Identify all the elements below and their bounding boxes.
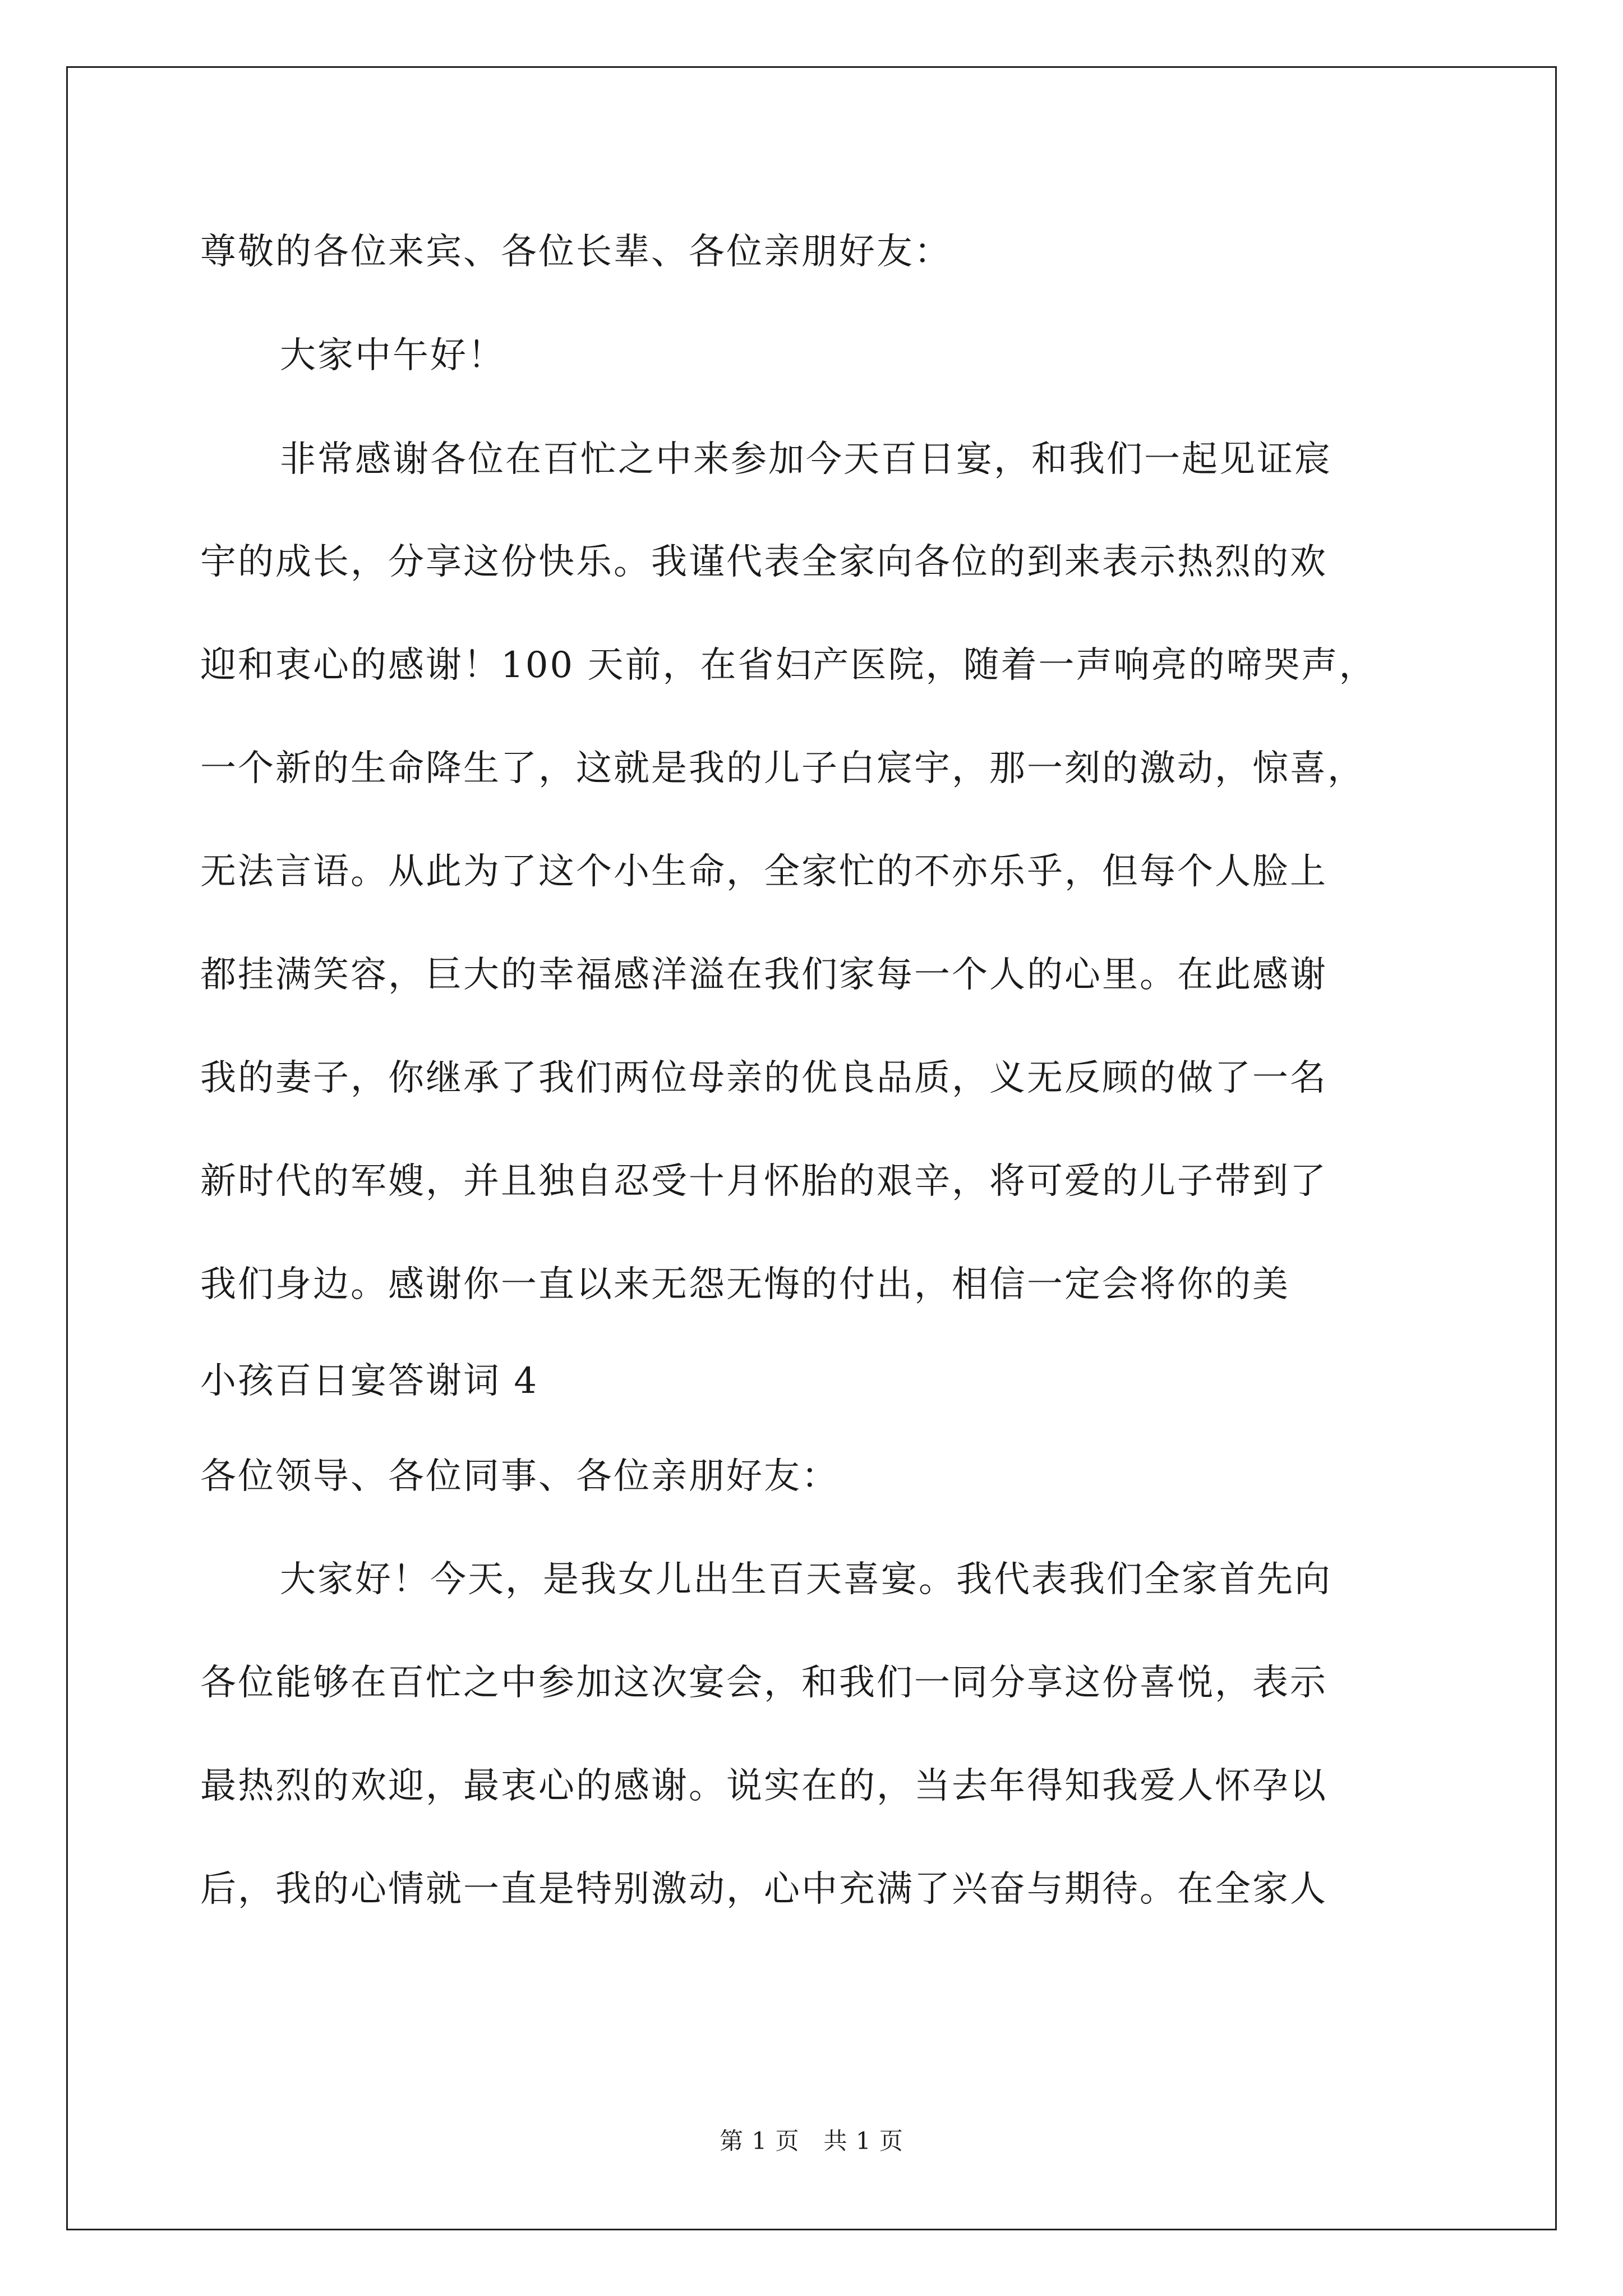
salutation-line: 各位领导、各位同事、各位亲朋好友： bbox=[200, 1456, 839, 1497]
paragraph-line: 各位能够在百忙之中参加这次宴会，和我们一同分享这份喜悦，表示 bbox=[200, 1662, 1327, 1704]
paragraph-line: 宇的成长，分享这份快乐。我谨代表全家向各位的到来表示热烈的欢 bbox=[200, 541, 1327, 583]
paragraph-line: 我们身边。感谢你一直以来无怨无悔的付出，相信一定会将你的美 bbox=[200, 1264, 1290, 1305]
page-number: 第 1 页 共 1 页 bbox=[720, 2127, 903, 2155]
paragraph-line: 一个新的生命降生了，这就是我的儿子白宸宇，那一刻的激动，惊喜， bbox=[200, 748, 1365, 789]
greeting-line: 大家中午好！ bbox=[280, 335, 505, 376]
section-title: 小孩百日宴答谢词 4 bbox=[200, 1360, 539, 1402]
paragraph-line: 我的妻子，你继承了我们两位母亲的优良品质，义无反顾的做了一名 bbox=[200, 1057, 1327, 1099]
paragraph-line: 大家好！今天，是我女儿出生百天喜宴。我代表我们全家首先向 bbox=[280, 1559, 1332, 1600]
paragraph-line: 后，我的心情就一直是特别激动，心中充满了兴奋与期待。在全家人 bbox=[200, 1869, 1327, 1910]
paragraph-line: 最热烈的欢迎，最衷心的感谢。说实在的，当去年得知我爱人怀孕以 bbox=[200, 1765, 1327, 1807]
paragraph-line: 迎和衷心的感谢！100 天前，在省妇产医院，随着一声响亮的啼哭声， bbox=[200, 645, 1377, 686]
paragraph-line: 新时代的军嫂，并且独自忍受十月怀胎的艰辛，将可爱的儿子带到了 bbox=[200, 1161, 1327, 1202]
paragraph-line: 都挂满笑容，巨大的幸福感洋溢在我们家每一个人的心里。在此感谢 bbox=[200, 954, 1327, 996]
paragraph-line: 无法言语。从此为了这个小生命，全家忙的不亦乐乎，但每个人脸上 bbox=[200, 851, 1327, 892]
salutation-line: 尊敬的各位来宾、各位长辈、各位亲朋好友： bbox=[200, 231, 952, 273]
paragraph-line: 非常感谢各位在百忙之中来参加今天百日宴，和我们一起见证宸 bbox=[280, 439, 1332, 480]
